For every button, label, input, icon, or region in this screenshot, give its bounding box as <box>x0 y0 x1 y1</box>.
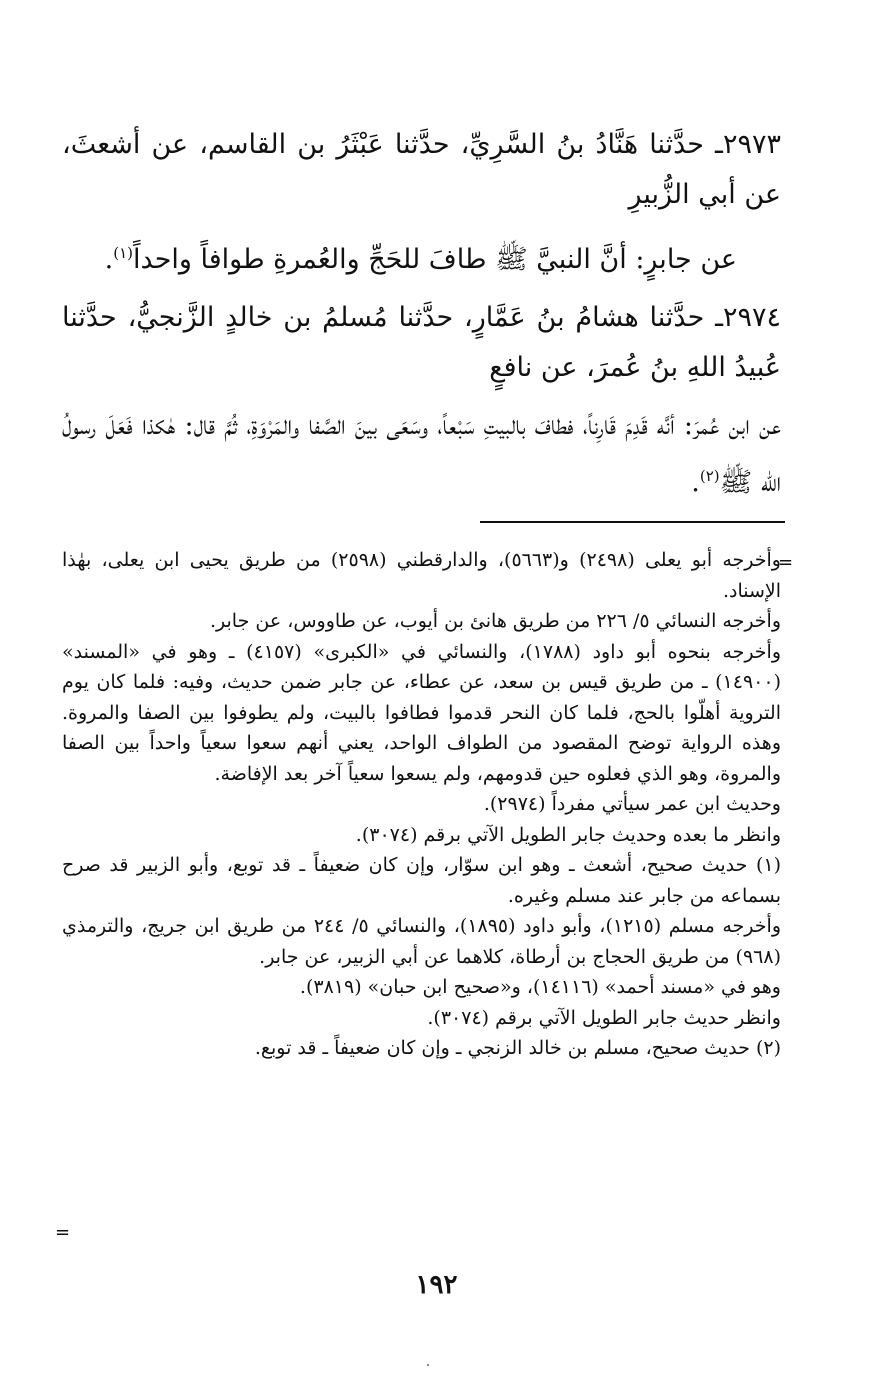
continuation-marker: = <box>778 552 794 573</box>
main-text <box>62 120 781 508</box>
hadith-2973-matn-text: عن جابرٍ: أنَّ النبيَّ ﷺ طافَ للحَجِّ والعُمرةِ طوافاً واحداً <box>133 244 737 275</box>
hadith-2973-isnad <box>62 120 781 220</box>
footnote-line: وهو في «مسند أحمد» (١٤١١٦)، و«صحيح ابن حبان» (٣٨١٩). <box>299 976 781 998</box>
page-number: ١٩٢ <box>415 1270 458 1300</box>
period: . <box>691 467 700 498</box>
end-marker: = <box>55 1222 71 1243</box>
footnote-line: وحديث ابن عمر سيأتي مفرداً (٢٩٧٤). <box>483 793 781 815</box>
footnote-ref-2: (٢) <box>699 467 720 485</box>
hadith-2973-matn <box>62 228 781 285</box>
footnote-line: وأخرجه أبو يعلى (٢٤٩٨) و(٥٦٦٣)، والدارقطني (٢٥٩٨) من طريق يحيى ابن يعلى، بهٰذا الإسناد. <box>62 549 781 602</box>
footnote-line: وأخرجه بنحوه أبو داود (١٧٨٨)، والنسائي في «الكبرى» (٤١٥٧) ـ وهو في «المسند» (١٤٩٠٠) ـ من طريق قيس بن سعد، عن عطاء، عن جابر ضمن حديث، وفيه: فلما كان يوم التروية أهلّوا بالحج، فلما كان النحر قدموا فطافوا بالبيت، ولم يطوفوا بين الصفا والمروة. وهذه الرواية توضح المقصود من الطواف الواحد، يعني أنهم سعوا سعياً واحداً بين الصفا والمروة، وهو الذي فعلوه حين قدومهم، ولم يسعوا سعياً آخر بعد الإفاضة. <box>62 640 782 785</box>
hadith-2974-matn-text: عن ابن عُمرَ: أنَّه قَدِمَ قَارِناً، فطافَ بالبيتِ سَبْعاً، وسَعَى بينَ الصَّفا والمَرْوَةِ، ثُمَّ قال: هٰكذا فَعَلَ رسولُ الله ﷺ <box>62 410 781 498</box>
hadith-2973-isnad-text: ٢٩٧٣ـ حدَّثنا هَنَّادُ بنُ السَّرِيِّ، حدَّثنا عَبْثَرُ بن القاسم، عن أشعثَ، عن أبي الزُّبيرِ <box>62 129 781 210</box>
scan-speck <box>427 1364 429 1366</box>
hadith-2974-matn <box>62 401 781 508</box>
hadith-2974-isnad <box>62 293 781 393</box>
footnote-line: وانظر ما بعده وحديث جابر الطويل الآتي برقم (٣٠٧٤). <box>355 823 781 846</box>
footnote-separator <box>480 521 785 523</box>
footnote-2: (٢) حديث صحيح، مسلم بن خالد الزنجي ـ وإن كان ضعيفاً ـ قد توبع. <box>254 1037 781 1059</box>
footnote-ref-1: (١) <box>113 244 134 262</box>
footnote-line: وأخرجه النسائي ٥/ ٢٢٦ من طريق هانئ بن أيوب، عن طاووس، عن جابر. <box>209 610 781 632</box>
footnotes <box>62 545 781 1064</box>
footnote-line: وأخرجه مسلم (١٢١٥)، وأبو داود (١٨٩٥)، والنسائي ٥/ ٢٤٤ من طريق ابن جريج، والترمذي (٩٦٨) من طريق الحجاج بن أرطاة، كلاهما عن أبي الزبير، عن جابر. <box>62 915 781 968</box>
hadith-2974-isnad-text: ٢٩٧٤ـ حدَّثنا هشامُ بنُ عَمَّارٍ، حدَّثنا مُسلمُ بن خالدٍ الزَّنجيُّ، حدَّثنا عُبيدُ اللهِ بنُ عُمرَ، عن نافعٍ <box>62 302 781 383</box>
period: . <box>104 244 114 275</box>
footnote-line: وانظر حديث جابر الطويل الآتي برقم (٣٠٧٤). <box>427 1006 781 1029</box>
footnote-1: (١) حديث صحيح، أشعث ـ وهو ابن سوّار، وإن كان ضعيفاً ـ قد توبع، وأبو الزبير قد صرح بسماعه من جابر عند مسلم وغيره. <box>62 854 781 907</box>
